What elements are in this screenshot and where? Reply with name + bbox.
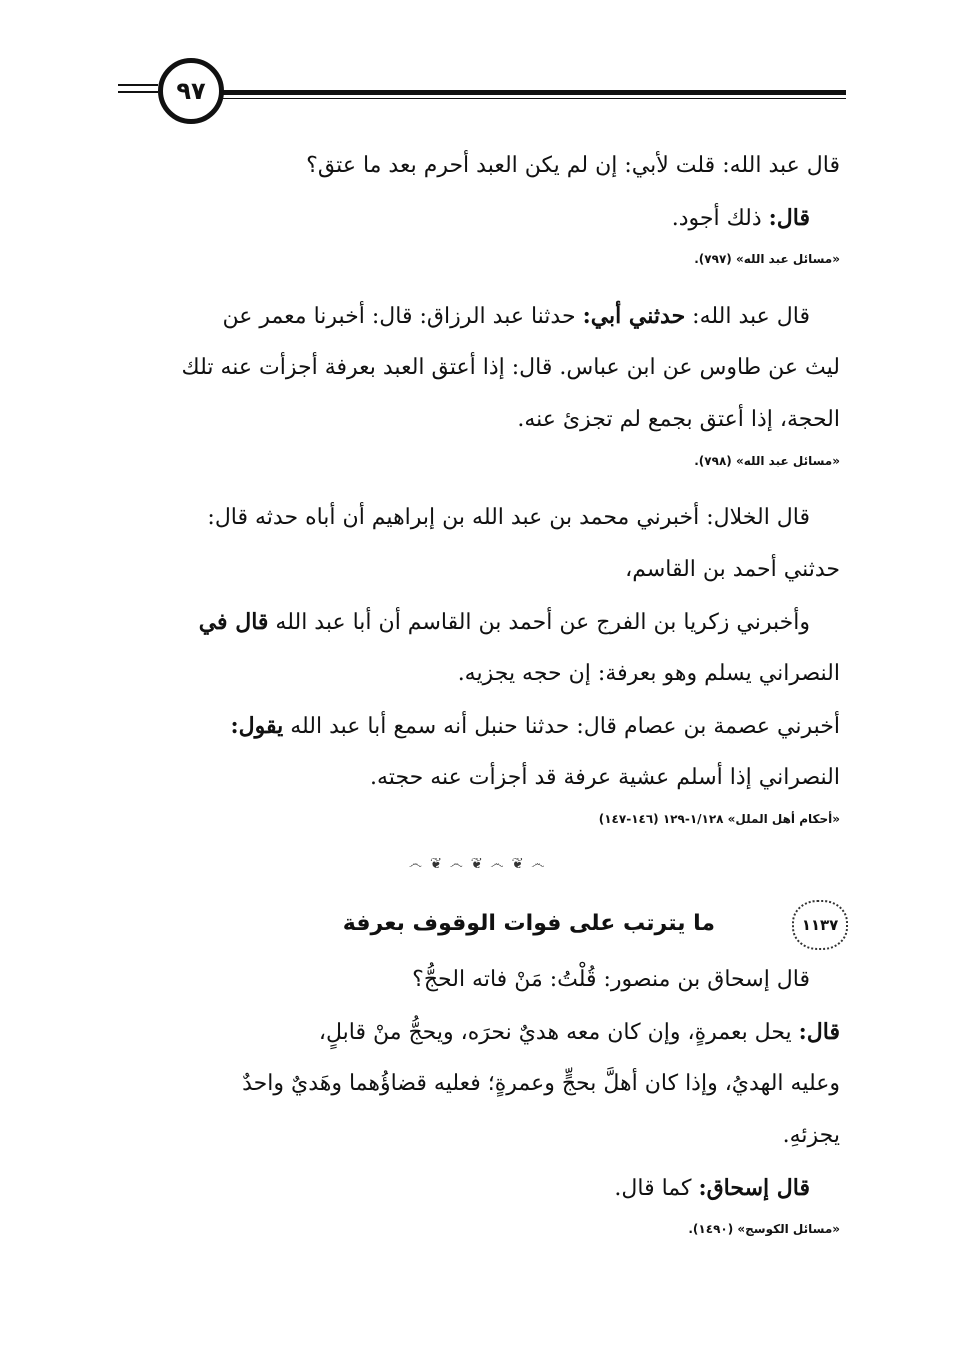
page-header	[118, 58, 846, 122]
bold-label: قال في	[198, 609, 269, 635]
bold-label: قال إسحاق:	[698, 1175, 810, 1201]
header-rule	[118, 91, 158, 93]
text-line	[115, 192, 840, 244]
source-reference: «مسائل الكوسج» (١٤٩٠).	[688, 1222, 840, 1236]
section-title: ما يترتب على فوات الوقوف بعرفة	[342, 911, 715, 936]
text-line: وعليه الهديُ، وإذا كان أهلَّ بحجٍّ وعمرةٍ؛ فعليه قضاؤُهما وهَديٌ واحدٌ	[242, 1071, 840, 1096]
text-line: قال عبد الله: قلت لأبي: إن لم يكن العبد أحرم بعد ما عتق؟	[306, 153, 840, 178]
bold-label: قال:	[768, 205, 810, 231]
section-divider-ornament: ෴ ❦ ෴ ❦ ෴ ❦ ෴	[408, 856, 547, 872]
text-line: قال الخلال: أخبرني محمد بن عبد الله بن إبراهيم أن أباه حدثه قال:	[207, 505, 810, 530]
text-line	[115, 700, 840, 752]
text-line: الحجة، إذا أعتق بجمع لم تجزئ عنه.	[517, 407, 840, 432]
text-line: حدثني أحمد بن القاسم،	[625, 557, 840, 582]
text-span: حدثنا عبد الرزاق: قال: أخبرنا معمر عن	[222, 304, 583, 329]
section-heading	[115, 894, 840, 954]
bold-label: يقول:	[230, 713, 284, 739]
header-rule	[118, 84, 158, 86]
text-line: ليث عن طاوس عن ابن عباس. قال: إذا أعتق العبد بعرفة أجزأت عنه تلك	[181, 355, 840, 380]
page-body	[115, 140, 840, 1244]
page-number: ٩٧	[158, 58, 224, 124]
text-line	[115, 596, 840, 648]
text-line: يجزئهِ.	[782, 1123, 840, 1148]
source-reference: «مسائل عبد الله» (٧٩٨).	[694, 454, 840, 468]
text-line: قال إسحاق بن منصور: قُلْتُ: مَنْ فاته الحجُّ؟	[412, 967, 810, 992]
source-reference: «أحكام أهل الملل» ١/١٢٨-١٢٩ (١٤٦-١٤٧)	[598, 812, 840, 826]
text-span: قال عبد الله:	[685, 304, 810, 329]
text-span: أخبرني عصمة بن عصام قال: حدثنا حنبل أنه سمع أبا عبد الله	[283, 714, 840, 739]
text-line: النصراني إذا أسلم عشية عرفة قد أجزأت عنه حجته.	[370, 765, 840, 790]
text-line	[115, 290, 840, 342]
text-span: يحل بعمرةٍ، وإن كان معه هديٌ نحرَه، ويحجُّ منْ قابلٍ،	[318, 1020, 799, 1045]
header-rule	[218, 90, 846, 95]
text-line	[115, 1162, 840, 1214]
text-span: كما قال.	[614, 1176, 699, 1201]
text-span: وأخبرني زكريا بن الفرج عن أحمد بن القاسم أن أبا عبد الله	[268, 610, 810, 635]
text-span: ذلك أجود.	[671, 206, 769, 231]
text-line: النصراني يسلم وهو بعرفة: إن حجه يجزيه.	[457, 661, 840, 686]
bold-label: قال:	[798, 1019, 840, 1045]
header-rule	[218, 98, 846, 99]
section-number-badge: ١١٣٧	[792, 900, 848, 950]
bold-label: حدثني أبي:	[582, 303, 686, 329]
text-line	[115, 1006, 840, 1058]
source-reference: «مسائل عبد الله» (٧٩٧).	[694, 252, 840, 266]
